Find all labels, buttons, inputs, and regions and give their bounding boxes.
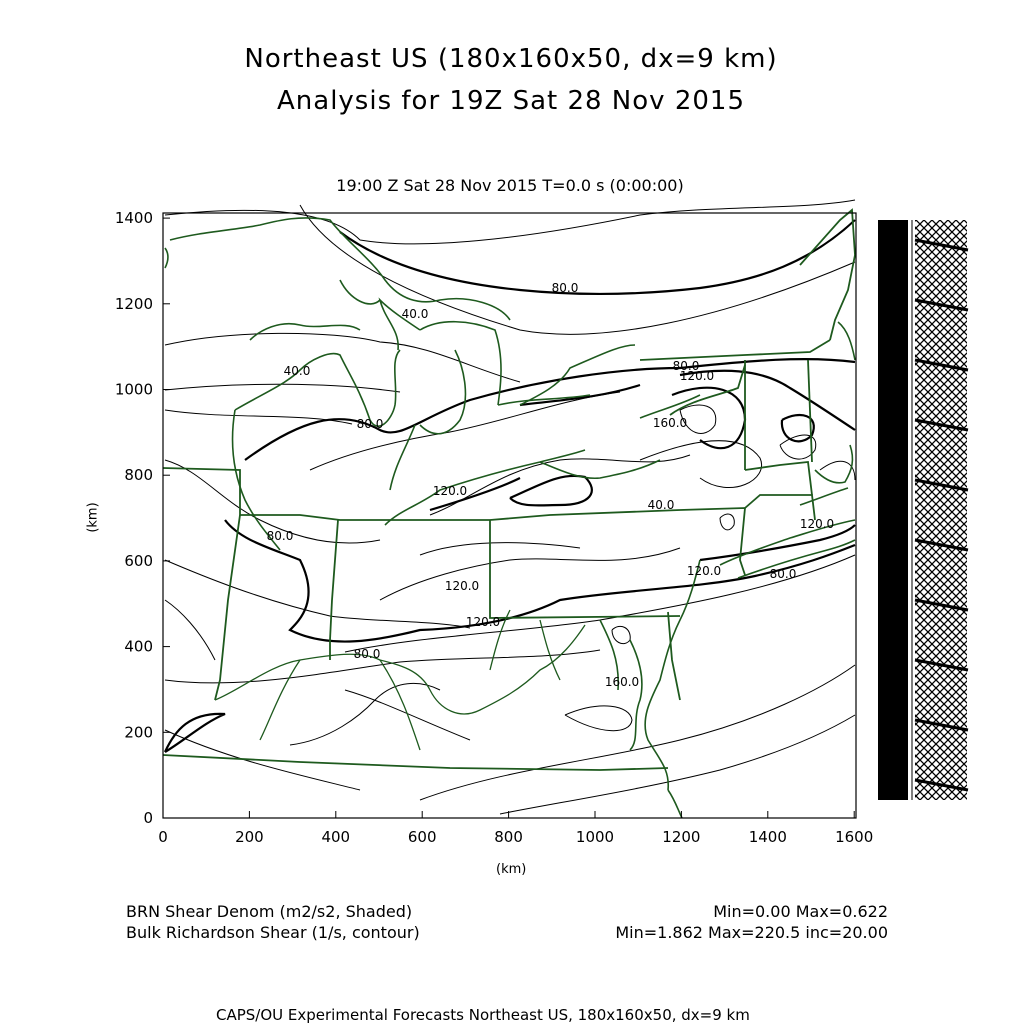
contour-label: 120.0 xyxy=(799,517,835,531)
credit-line: CAPS/OU Experimental Forecasts Northeast US, 180x160x50, dx=9 km xyxy=(216,1006,750,1024)
x-tick-label: 800 xyxy=(494,828,523,846)
contour-label: 120.0 xyxy=(465,615,501,629)
colorbar xyxy=(878,220,968,800)
contour-label: 120.0 xyxy=(679,369,715,383)
contour-label: 80.0 xyxy=(266,529,294,543)
contour-label: 80.0 xyxy=(769,567,797,581)
y-tick-label: 200 xyxy=(124,723,153,742)
y-tick-label: 1000 xyxy=(114,380,153,399)
x-tick-label: 1200 xyxy=(662,828,701,846)
y-tick-label: 0 xyxy=(143,809,153,827)
bold-contours xyxy=(165,220,855,752)
contour-label: 80.0 xyxy=(356,417,384,431)
state-boundaries xyxy=(163,210,855,770)
y-axis-ticks xyxy=(115,209,170,827)
y-tick-label: 800 xyxy=(124,466,153,485)
x-axis-unit: (km) xyxy=(496,862,527,877)
contour-label: 40.0 xyxy=(401,307,429,321)
x-tick-label: 1000 xyxy=(575,828,615,846)
contour-label: 120.0 xyxy=(686,564,722,578)
contour-label: 80.0 xyxy=(353,647,381,661)
title-line-1: Northeast US (180x160x50, dx=9 km) xyxy=(244,44,778,74)
y-tick-label: 400 xyxy=(124,637,153,656)
contour-label: 80.0 xyxy=(672,359,700,373)
x-axis-ticks xyxy=(158,811,873,846)
y-tick-label: 1200 xyxy=(114,294,153,313)
contour-label: 160.0 xyxy=(652,416,688,430)
contour-labels xyxy=(267,281,835,689)
shade-field-range: Min=0.00 Max=0.622 xyxy=(713,902,888,921)
contour-label: 80.0 xyxy=(551,281,579,295)
x-tick-label: 200 xyxy=(235,828,264,846)
contour-label: 120.0 xyxy=(444,579,480,593)
shade-field-label: BRN Shear Denom (m2/s2, Shaded) xyxy=(126,902,413,921)
valid-time: 19:00 Z Sat 28 Nov 2015 T=0.0 s (0:00:00) xyxy=(336,176,684,195)
x-tick-label: 1600 xyxy=(835,828,874,846)
y-tick-label: 600 xyxy=(124,551,153,570)
x-tick-label: 0 xyxy=(158,828,168,846)
x-tick-label: 400 xyxy=(321,828,351,846)
contour-label: 160.0 xyxy=(604,675,640,689)
y-axis-unit: (km) xyxy=(85,502,101,533)
contour-field-range: Min=1.862 Max=220.5 inc=20.00 xyxy=(615,923,888,942)
x-tick-label: 1400 xyxy=(748,828,787,846)
title-line-2: Analysis for 19Z Sat 28 Nov 2015 xyxy=(277,86,745,116)
contour-label: 40.0 xyxy=(283,364,311,378)
contour-field-label: Bulk Richardson Shear (1/s, contour) xyxy=(126,923,420,942)
y-tick-label: 1400 xyxy=(114,209,153,228)
contour-label: 120.0 xyxy=(432,484,468,498)
x-tick-label: 600 xyxy=(407,828,437,846)
contour-label: 40.0 xyxy=(647,498,675,512)
